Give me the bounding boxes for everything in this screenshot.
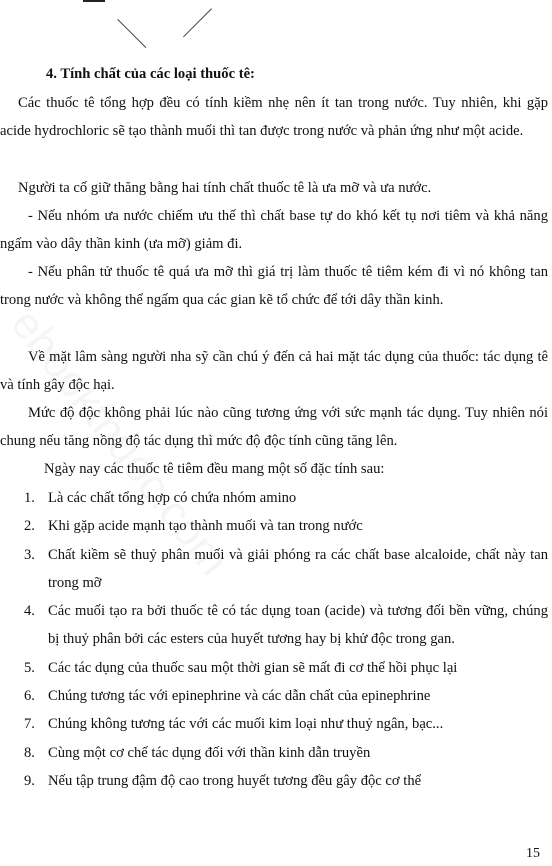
paragraph: Người ta cố giữ thăng bằng hai tính chất thuốc tê là ưa mỡ và ưa nước. <box>18 180 432 196</box>
section-heading: 4. Tính chất của các loại thuốc tê: <box>46 66 255 82</box>
paragraph: Ngày nay các thuốc tê tiêm đều mang một số đặc tính sau: <box>44 461 385 477</box>
paragraph: Các thuốc tê tổng hợp đều có tính kiềm nhẹ nên ít tan trong nước. Tuy nhiên, khi gặp acide hydrochloric sẽ tạo thành muối thì tan được trong nước và phản ứng như một acide. <box>0 95 548 140</box>
paragraph: Về mặt lâm sàng người nha sỹ cần chú ý đến cả hai mặt tác dụng của thuốc: tác dụng tê và tính gây độc hại. <box>0 349 548 394</box>
list-item: 2. Khi gặp acide mạnh tạo thành muối và tan trong nước <box>24 518 363 535</box>
paragraph: Mức độ độc không phải lúc nào cũng tương ứng với sức mạnh tác dụng. Tuy nhiên nói chung nếu tăng nồng độ tác dụng thì mức độ độc tính cũng tăng lên. <box>0 405 548 450</box>
list-item: 5. Các tác dụng của thuốc sau một thời gian sẽ mất đi cơ thể hồi phục lại <box>24 659 458 676</box>
paragraph: - Nếu phân tử thuốc tê quá ưa mỡ thì giá trị làm thuốc tê tiêm kém đi vì nó không tan trong nước và không thể ngấm qua các gian kẽ tổ chức để tới dây thần kinh. <box>0 264 548 309</box>
properties-list <box>0 484 548 795</box>
decorative-line-left <box>117 19 146 48</box>
list-item: 7. Chúng không tương tác với các muối kim loại như thuỷ ngân, bạc... <box>24 716 444 733</box>
paragraph: - Nếu nhóm ưa nước chiếm ưu thế thì chất base tự do khó kết tụ nơi tiêm và khả năng ngấm vào dây thần kinh (ưa mỡ) giảm đi. <box>0 208 548 253</box>
list-item: 6. Chúng tương tác với epinephrine và các dẫn chất của epinephrine <box>24 688 431 705</box>
top-rule <box>83 0 105 2</box>
list-item: 9. Nếu tập trung đậm độ cao trong huyết tương đều gây độc cơ thể <box>24 772 422 789</box>
list-item: 1. Là các chất tổng hợp có chứa nhóm amino <box>24 490 297 506</box>
page-number: 15 <box>526 846 540 861</box>
list-item: 8. Cùng một cơ chế tác dụng đối với thần kinh dẫn truyền <box>24 744 371 761</box>
list-item: 3. Chất kiềm sẽ thuỷ phân muối và giải phóng ra các chất base alcaloide, chất này tan trong mỡ <box>24 546 548 591</box>
decorative-line-right <box>183 8 212 37</box>
list-item: 4. Các muối tạo ra bởi thuốc tê có tác dụng toan (acide) và tương đối bền vững, chúng bị thuỷ phân bởi các esters của huyết tương hay bị khử độc trong gan. <box>24 603 548 648</box>
